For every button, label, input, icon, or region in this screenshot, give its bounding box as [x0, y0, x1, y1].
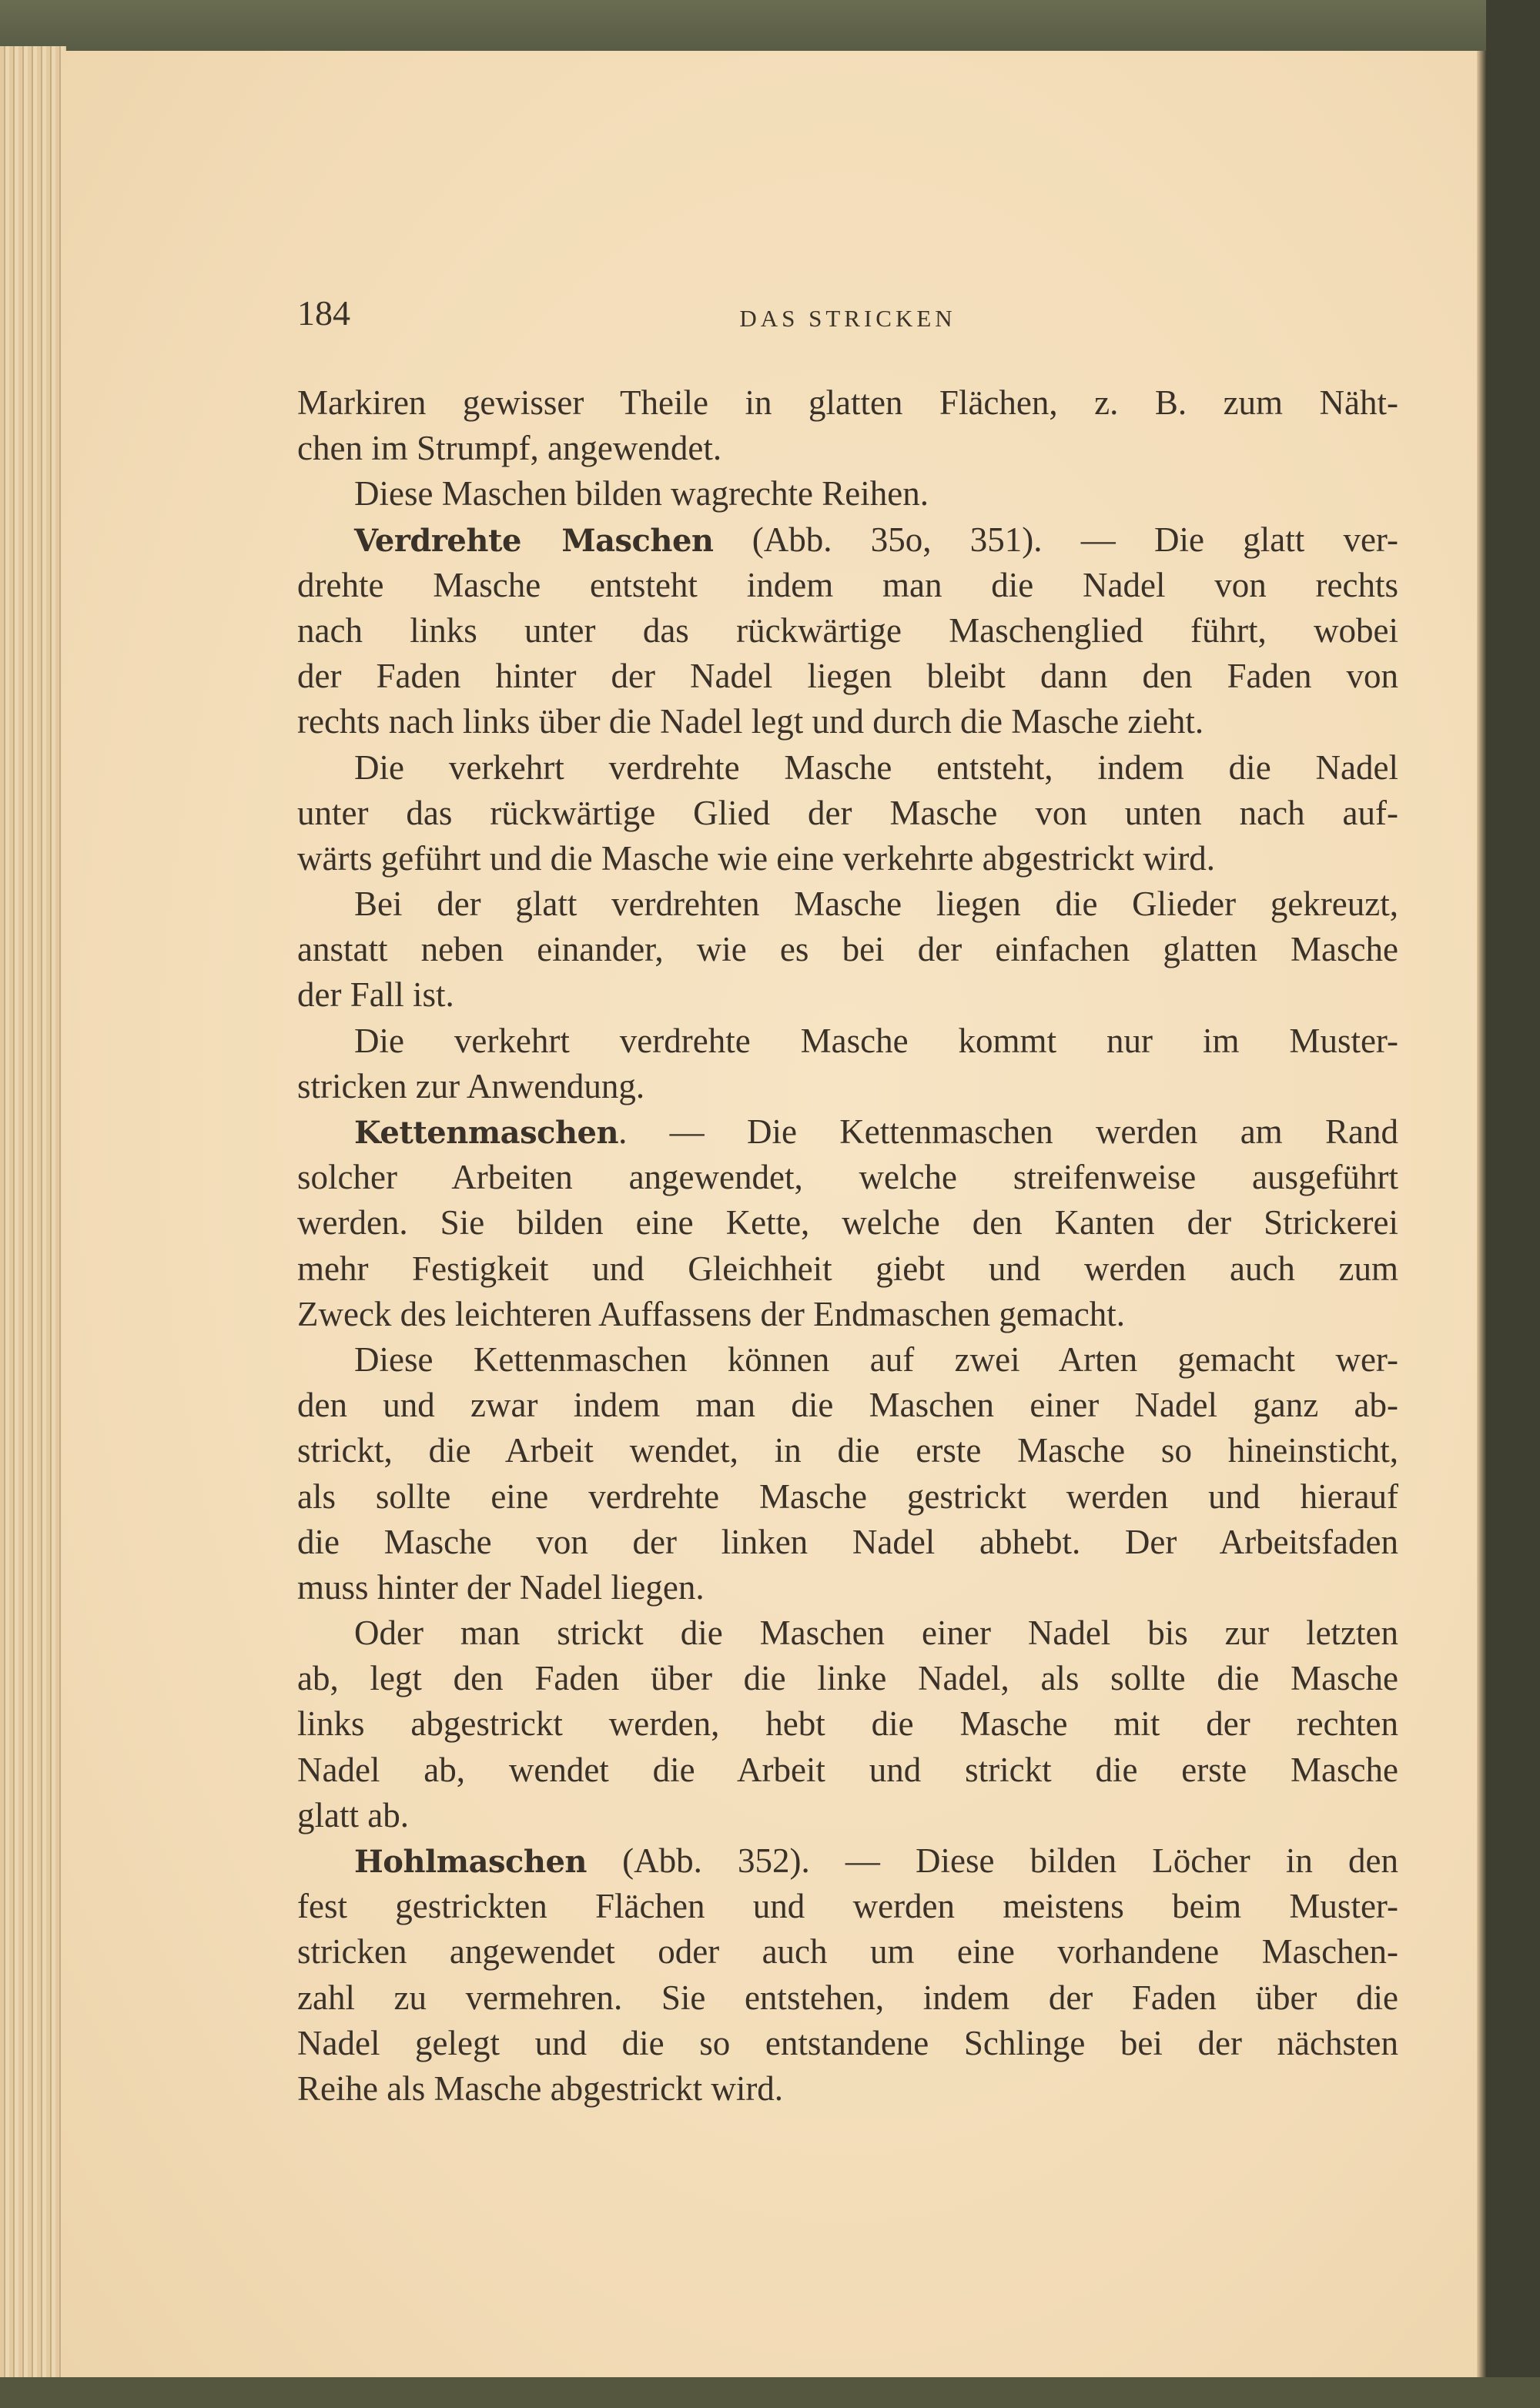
- text-line: [297, 1337, 1398, 1383]
- text-line: [297, 1474, 1398, 1520]
- paragraph: [297, 1337, 1398, 1610]
- line-text: links abgestrickt werden, hebt die Masche mit der rechten: [297, 1704, 1398, 1744]
- line-text: der Fall ist.: [297, 975, 454, 1015]
- text-line: [297, 1109, 1398, 1155]
- text-line: [297, 1520, 1398, 1565]
- text-line: [297, 1929, 1398, 1975]
- line-text: Reihe als Masche abgestrickt wird.: [297, 2069, 784, 2108]
- line-text: mehr Festigkeit und Gleichheit giebt und werden auch zum: [297, 1249, 1398, 1288]
- book-cover-bottom: [0, 2377, 1540, 2408]
- text-line: [297, 426, 1398, 471]
- line-text: (Abb. 35o, 351). — Die glatt ver-: [713, 520, 1398, 559]
- line-text: Zweck des leichteren Auffassens der Endmaschen gemacht.: [297, 1294, 1126, 1333]
- running-title: DAS STRICKEN: [739, 305, 956, 332]
- text-line: [297, 1701, 1398, 1747]
- page-stack-edges: [0, 46, 66, 2386]
- line-text: Diese Kettenmaschen können auf zwei Arten gemacht wer-: [354, 1339, 1398, 1379]
- text-line: [297, 972, 1398, 1018]
- section-heading: Kettenmaschen: [354, 1115, 619, 1151]
- line-text: chen im Strumpf, angewendet.: [297, 429, 722, 468]
- text-line: [297, 2066, 1398, 2112]
- text-line: [297, 1747, 1398, 1793]
- paragraph: [297, 380, 1398, 471]
- line-text: glatt ab.: [297, 1795, 409, 1834]
- text-line: [297, 1064, 1398, 1109]
- line-text: strickt, die Arbeit wendet, in die erste Masche so hineinsticht,: [297, 1431, 1398, 1470]
- paragraph: [297, 1109, 1398, 1337]
- text-line: [297, 836, 1398, 881]
- line-text: der Faden hinter der Nadel liegen bleibt dann den Faden von: [297, 657, 1398, 696]
- section-heading: Hohlmaschen: [354, 1844, 587, 1880]
- paragraph: [297, 745, 1398, 882]
- line-text: als sollte eine verdrehte Masche gestrickt werden und hierauf: [297, 1477, 1398, 1516]
- line-text: rechts nach links über die Nadel legt und durch die Masche zieht.: [297, 702, 1204, 741]
- paragraph: [297, 1018, 1398, 1109]
- line-text: Oder man strickt die Maschen einer Nadel bis zur letzten: [354, 1614, 1398, 1653]
- line-text: muss hinter der Nadel liegen.: [297, 1567, 705, 1607]
- text-line: [297, 608, 1398, 654]
- paragraph: [297, 881, 1398, 1018]
- line-text: die Masche von der linken Nadel abhebt. Der Arbeitsfaden: [297, 1522, 1398, 1561]
- running-head: [297, 293, 1398, 339]
- text-line: [297, 1246, 1398, 1292]
- line-text: anstatt neben einander, wie es bei der einfachen glatten Masche: [297, 930, 1398, 969]
- line-text: unter das rückwärtige Glied der Masche von unten nach auf-: [297, 793, 1398, 832]
- text-line: [297, 1610, 1398, 1656]
- paragraph: [297, 1610, 1398, 1838]
- line-text: Die verkehrt verdrehte Masche kommt nur im Muster-: [354, 1021, 1398, 1060]
- line-text: solcher Arbeiten angewendet, welche streifenweise ausgeführt: [297, 1158, 1398, 1197]
- text-line: [297, 1656, 1398, 1701]
- line-text: werden. Sie bilden eine Kette, welche den Kanten der Strickerei: [297, 1203, 1398, 1242]
- text-line: [297, 791, 1398, 836]
- line-text: Nadel gelegt und die so entstandene Schlinge bei der nächsten: [297, 2023, 1398, 2062]
- text-line: [297, 2021, 1398, 2066]
- line-text: stricken zur Anwendung.: [297, 1066, 645, 1105]
- text-line: [297, 881, 1398, 927]
- text-line: [297, 745, 1398, 791]
- book-cover-top: [0, 0, 1540, 54]
- text-line: [297, 1565, 1398, 1610]
- section-heading: Verdrehte Maschen: [354, 522, 714, 559]
- text-line: [297, 1155, 1398, 1200]
- line-text: nach links unter das rückwärtige Maschenglied führt, wobei: [297, 610, 1398, 650]
- paragraph: [297, 471, 1398, 517]
- line-text: Markiren gewisser Theile in glatten Flächen, z. B. zum Näht-: [297, 383, 1398, 422]
- text-line: [297, 380, 1398, 426]
- text-line: [297, 927, 1398, 972]
- page-number: 184: [297, 293, 350, 333]
- line-text: Bei der glatt verdrehten Masche liegen die Glieder gekreuzt,: [354, 885, 1398, 924]
- text-line: [297, 1383, 1398, 1428]
- text-line: [297, 1292, 1398, 1337]
- text-line: [297, 517, 1398, 563]
- text-line: [297, 563, 1398, 608]
- line-text: (Abb. 352). — Diese bilden Löcher in den: [586, 1841, 1398, 1880]
- body-text: [297, 380, 1398, 2112]
- text-line: [297, 1975, 1398, 2021]
- line-text: drehte Masche entsteht indem man die Nadel von rechts: [297, 565, 1398, 604]
- line-text: fest gestrickten Flächen und werden meistens beim Muster-: [297, 1887, 1398, 1926]
- text-line: [297, 1838, 1398, 1884]
- book-cover-right: [1486, 0, 1540, 2408]
- text-line: [297, 1884, 1398, 1929]
- line-text: . — Die Kettenmaschen werden am Rand: [618, 1112, 1398, 1151]
- text-line: [297, 1018, 1398, 1064]
- text-line: [297, 1428, 1398, 1473]
- text-line: [297, 699, 1398, 744]
- text-line: [297, 1200, 1398, 1246]
- text-line: [297, 654, 1398, 699]
- line-text: Nadel ab, wendet die Arbeit und strickt die erste Masche: [297, 1750, 1398, 1789]
- line-text: stricken angewendet oder auch um eine vorhandene Maschen-: [297, 1932, 1398, 1972]
- line-text: ab, legt den Faden über die linke Nadel, als sollte die Masche: [297, 1659, 1398, 1698]
- line-text: Diese Maschen bilden wagrechte Reihen.: [354, 474, 929, 513]
- paragraph: [297, 1838, 1398, 2112]
- line-text: den und zwar indem man die Maschen einer Nadel ganz ab-: [297, 1386, 1398, 1425]
- text-line: [297, 1793, 1398, 1838]
- text-line: [297, 471, 1398, 517]
- line-text: Die verkehrt verdrehte Masche entsteht, indem die Nadel: [354, 747, 1398, 787]
- line-text: zahl zu vermehren. Sie entstehen, indem der Faden über die: [297, 1978, 1398, 2017]
- paragraph: [297, 517, 1398, 745]
- line-text: wärts geführt und die Masche wie eine verkehrte abgestrickt wird.: [297, 838, 1216, 878]
